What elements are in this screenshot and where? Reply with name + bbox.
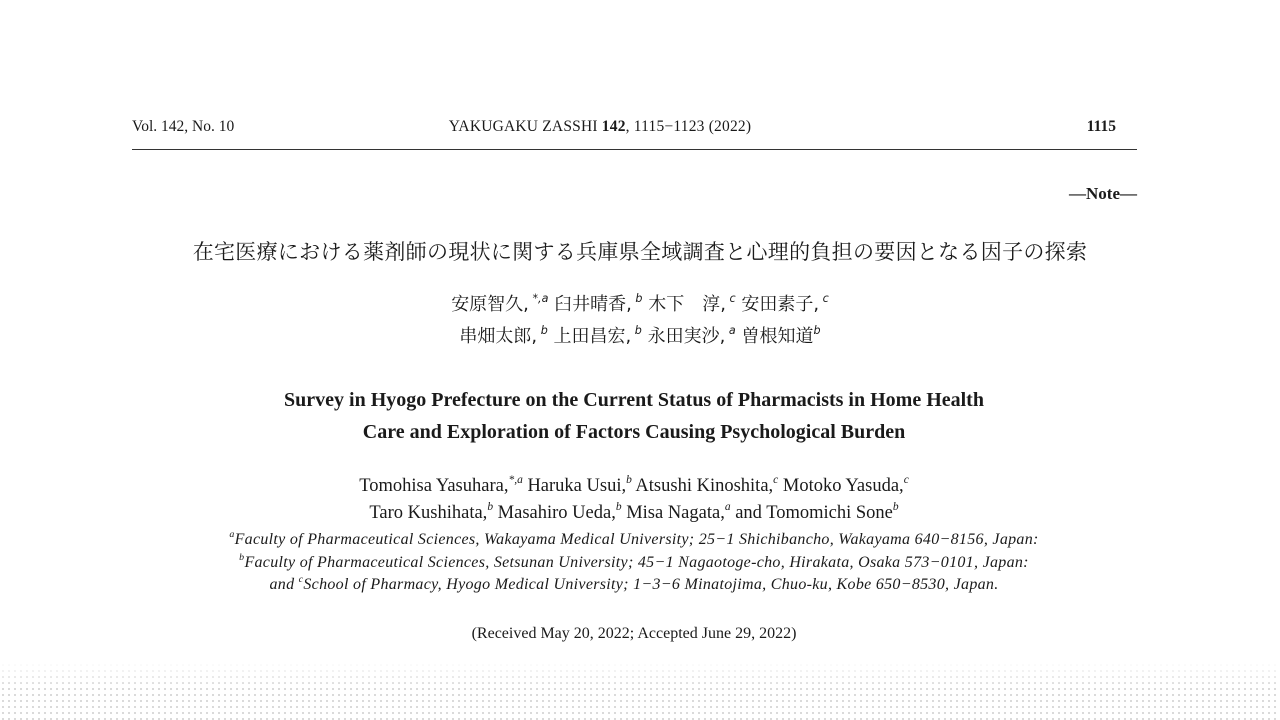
author: Tomohisa Yasuhara,$^{*,a}$ (359, 473, 523, 496)
author: Haruka Usui,$^b$ (522, 473, 632, 496)
author: 上田昌宏, $^b$ (547, 324, 642, 347)
journal-name: YAKUGAKU ZASSHI (448, 118, 602, 135)
dotted-pattern-fade (0, 662, 1280, 720)
english-authors-line-2 (0, 500, 1268, 524)
author: 曽根知道$^b$ (735, 324, 821, 347)
japanese-authors-line-1 (0, 290, 1280, 316)
author: 永田実沙, $^a$ (641, 324, 736, 347)
article-type-label: —Note— (1069, 184, 1137, 203)
author: Taro Kushihata,$^b$ (369, 500, 494, 523)
author: and Tomomichi Sone$^b$ (730, 500, 899, 523)
english-title-line-1: Survey in Hyogo Prefecture on the Current Status of Pharmacists in Home Health (284, 389, 984, 411)
japanese-title: 在宅医療における薬剤師の現状に関する兵庫県全域調査と心理的負担の要因となる因子の探索 (192, 240, 1088, 264)
author: Misa Nagata,$^a$ (621, 500, 731, 523)
affiliation-line-2: $^b$Faculty of Pharmaceutical Sciences, Setsunan University; 45−1 Nagaotoge-cho, Hirakata, Osaka 573−0101, Japan: (239, 552, 1029, 571)
author: Masahiro Ueda,$^b$ (493, 500, 622, 523)
author: 安田素子, $^c$ (735, 292, 829, 315)
received-dates: (Received May 20, 2022; Accepted June 29, 2022) (471, 625, 797, 642)
english-title-line-2: Care and Exploration of Factors Causing Psychological Burden (362, 421, 906, 443)
author: 安原智久, $^{*,a}$ (451, 292, 549, 315)
page-number: 1115 (1086, 118, 1116, 135)
english-authors-line-1 (0, 473, 1268, 497)
journal-pages: , 1115−1123 (2022) (625, 118, 752, 135)
journal-volume: 142 (601, 118, 626, 135)
affiliation-line-1: $^a$Faculty of Pharmaceutical Sciences, Wakayama Medical University; 25−1 Shichibancho, Wakayama 640−8156, Japan: (229, 529, 1039, 548)
journal-citation (132, 118, 1068, 136)
running-head (132, 118, 1116, 142)
author: Motoko Yasuda,$^c$ (778, 473, 909, 496)
author: Atsushi Kinoshita,$^c$ (631, 473, 779, 496)
author: 串畑太郎, $^b$ (459, 324, 548, 347)
affiliation-line-3: and $^c$School of Pharmacy, Hyogo Medical University; 1−3−6 Minatojima, Chuo-ku, Kobe 650−8530, Japan. (269, 574, 999, 593)
author: 木下 淳, $^c$ (642, 292, 736, 315)
header-rule (132, 149, 1137, 150)
author: 臼井晴香, $^b$ (548, 292, 643, 315)
volume-issue: Vol. 142, No. 10 (132, 118, 235, 135)
japanese-authors-line-2 (0, 322, 1280, 348)
